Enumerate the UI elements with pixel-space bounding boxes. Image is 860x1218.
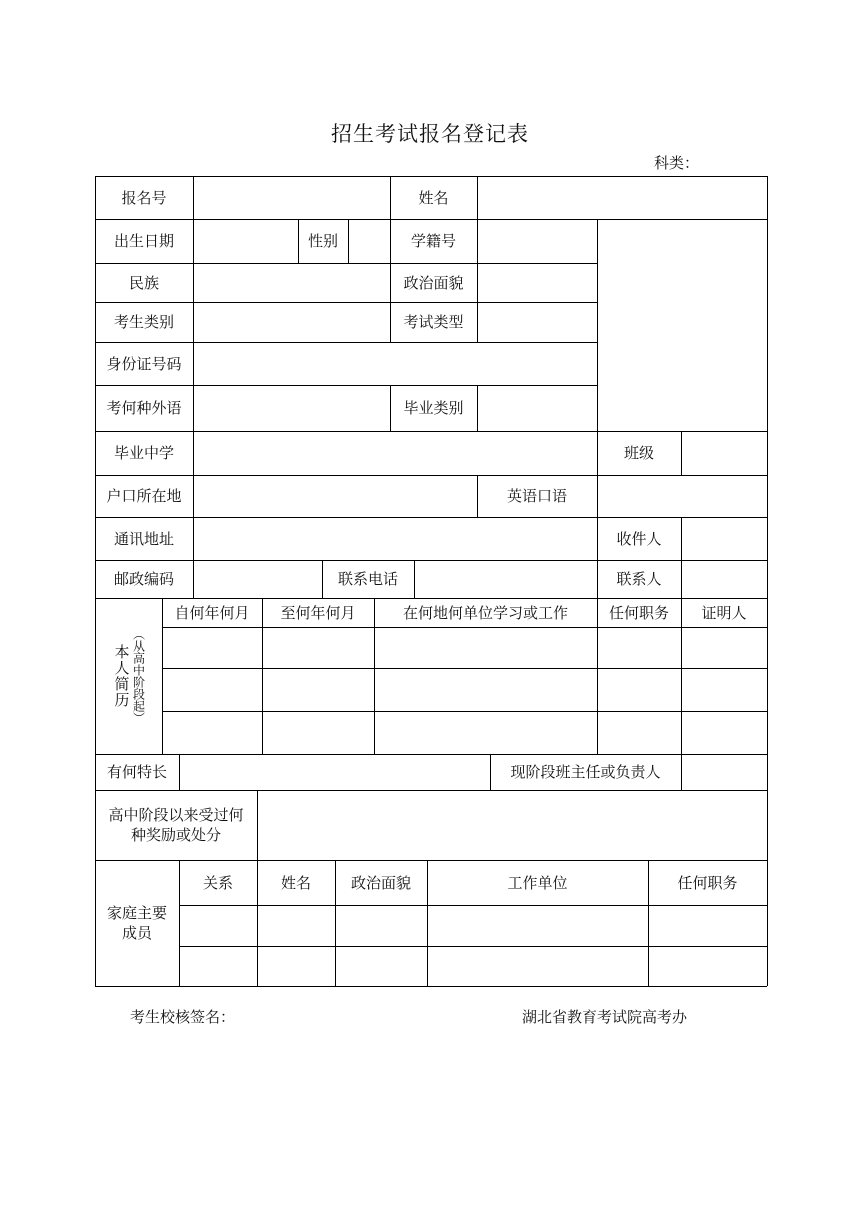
ethnicity-field[interactable]: [193, 263, 390, 302]
label-reg-no: 报名号: [121, 188, 167, 207]
postcode-field[interactable]: [193, 560, 322, 598]
specialty-field[interactable]: [179, 754, 490, 790]
contact-field[interactable]: [681, 560, 767, 598]
label-name: 姓名: [418, 188, 449, 207]
label-id-number: 身份证号码: [106, 354, 182, 373]
label-postcode: 邮政编码: [113, 570, 174, 588]
family-header-political: 政治面貌: [350, 873, 411, 892]
gender-field[interactable]: [348, 219, 390, 263]
family-header-position: 任何职务: [677, 873, 738, 892]
reg-no-field[interactable]: [193, 176, 390, 219]
resume-side-note: （从高中阶段起）: [131, 628, 146, 724]
exam-type-field[interactable]: [477, 302, 597, 342]
label-gender: 性别: [307, 232, 338, 250]
family-header-name: 姓名: [280, 873, 311, 892]
label-candidate-type: 考生类别: [113, 313, 174, 331]
oral-english-field[interactable]: [597, 475, 767, 517]
label-student-no: 学籍号: [410, 232, 456, 250]
birth-date-field[interactable]: [193, 219, 298, 263]
recipient-field[interactable]: [681, 517, 767, 560]
label-recipient: 收件人: [616, 529, 662, 548]
label-exam-type: 考试类型: [403, 313, 464, 331]
issuer-label: 湖北省教育考试院高考办: [522, 1008, 688, 1026]
label-political-status: 政治面貌: [403, 273, 464, 292]
graduated-school-field[interactable]: [193, 431, 597, 475]
political-status-field[interactable]: [477, 263, 597, 302]
label-head-teacher: 现阶段班主任或负责人: [510, 763, 661, 781]
graduation-type-field[interactable]: [477, 385, 597, 431]
head-teacher-field[interactable]: [681, 754, 767, 790]
label-specialty: 有何特长: [106, 763, 167, 781]
awards-field[interactable]: [257, 790, 767, 860]
form-title: 招生考试报名登记表: [331, 122, 529, 146]
resume-side-title: 本人简历: [112, 644, 131, 708]
label-address: 通讯地址: [113, 529, 174, 548]
family-header-employer: 工作单位: [507, 873, 568, 892]
label-household: 户口所在地: [106, 487, 182, 505]
resume-side-label: [95, 598, 162, 754]
address-field[interactable]: [193, 517, 597, 560]
resume-header-place: 在何地何单位学习或工作: [402, 603, 568, 622]
candidate-type-field[interactable]: [193, 302, 390, 342]
label-birth-date: 出生日期: [113, 232, 174, 250]
resume-header-witness: 证明人: [701, 603, 747, 622]
label-ethnicity: 民族: [128, 273, 159, 292]
id-number-field[interactable]: [193, 342, 597, 385]
label-phone: 联系电话: [337, 570, 398, 588]
student-no-field[interactable]: [477, 219, 597, 263]
phone-field[interactable]: [414, 560, 597, 598]
label-graduation-type: 毕业类别: [403, 399, 464, 417]
subject-label: 科类：: [654, 154, 700, 172]
family-entries[interactable]: [179, 905, 767, 986]
household-field[interactable]: [193, 475, 477, 517]
label-contact: 联系人: [616, 570, 662, 588]
signature-label: 考生校核签名：: [130, 1008, 236, 1026]
label-foreign-language: 考何种外语: [106, 399, 182, 417]
label-graduated-school: 毕业中学: [113, 444, 174, 462]
resume-header-position: 任何职务: [608, 603, 669, 622]
family-side-label: 家庭主要成员: [106, 904, 167, 942]
label-awards: 高中阶段以来受过何种奖励或处分: [108, 806, 244, 844]
resume-header-from: 自何年何月: [174, 603, 250, 622]
label-class: 班级: [623, 444, 654, 462]
class-field[interactable]: [681, 431, 767, 475]
foreign-language-field[interactable]: [193, 385, 390, 431]
name-field[interactable]: [477, 176, 767, 219]
resume-header-to: 至何年何月: [280, 603, 356, 622]
photo-box[interactable]: [597, 219, 767, 431]
family-header-relation: 关系: [202, 873, 233, 892]
label-oral-english: 英语口语: [506, 487, 567, 505]
resume-entries[interactable]: [162, 627, 767, 754]
